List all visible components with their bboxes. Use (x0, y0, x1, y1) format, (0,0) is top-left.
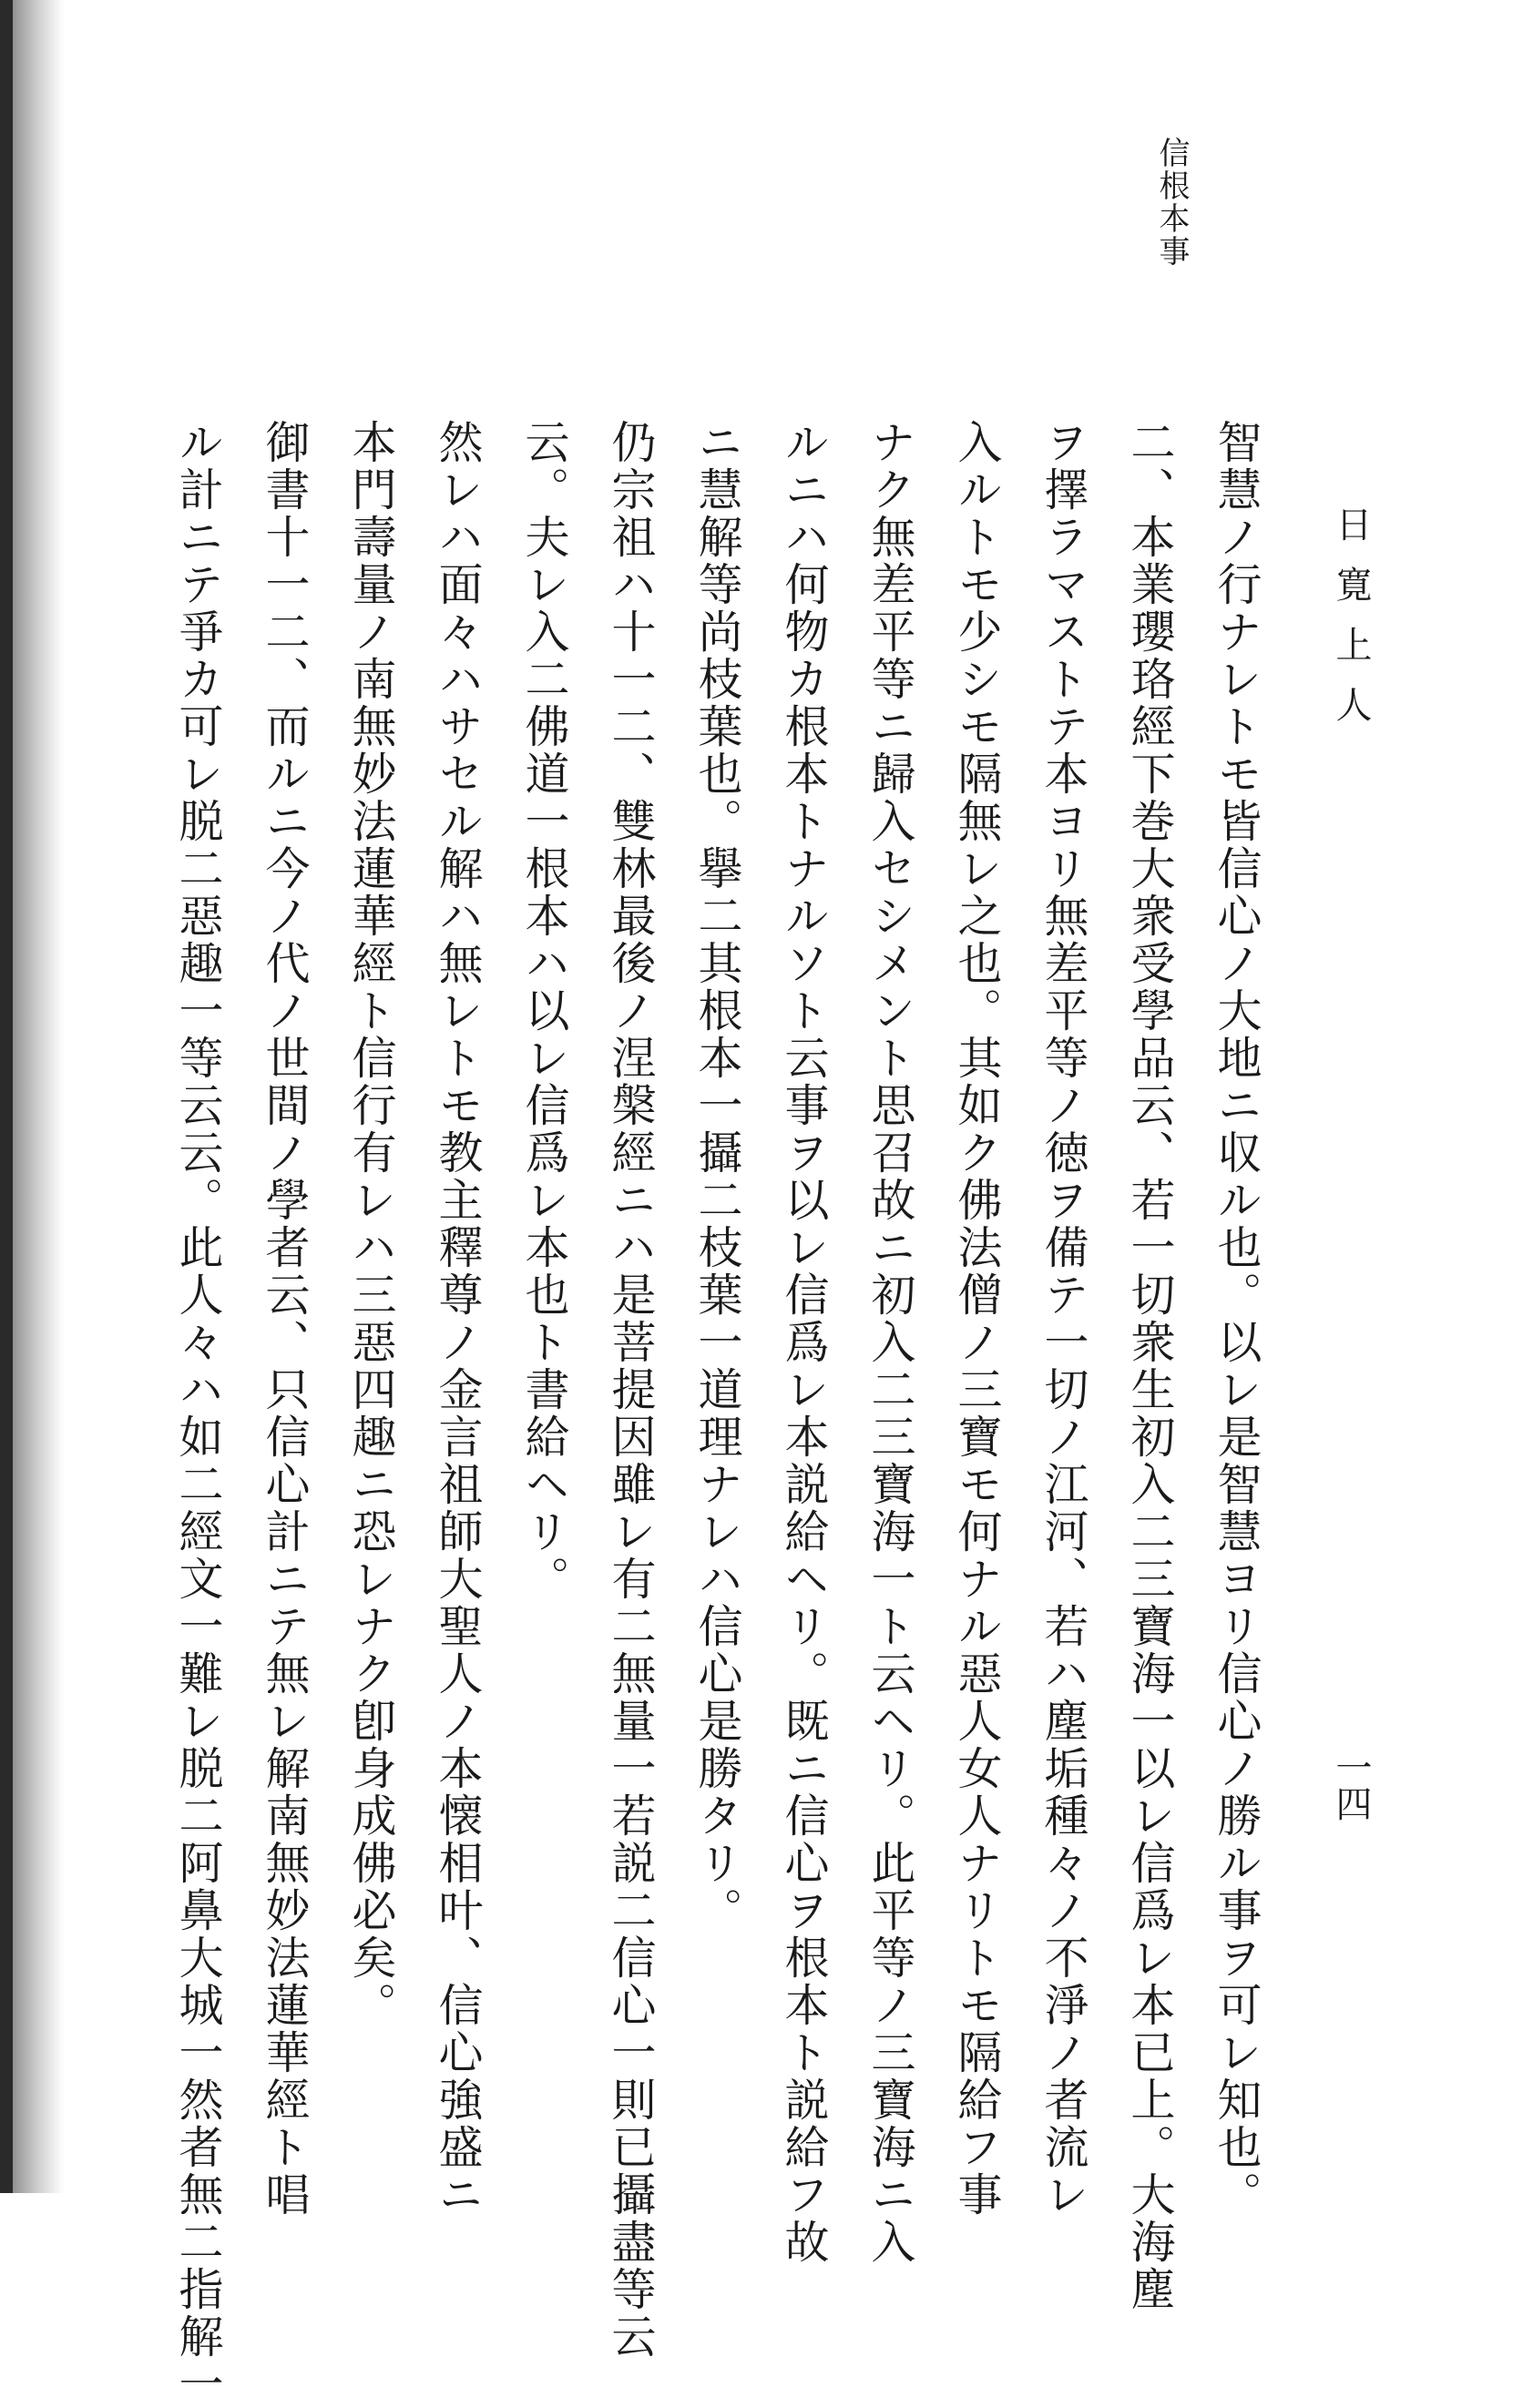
text-line-13: ル計ニテ爭カ可レ脱二惡趣一等云云。此人々ハ如二經文一難レ脱二阿鼻大城一然者無二指解一 (172, 419, 224, 2408)
text-line-11: 本門壽量ノ南無妙法蓮華經ト信行有レハ三惡四趣ニ恐レナク卽身成佛必矣。 (345, 419, 397, 2029)
text-line-7: ニ慧解等尚枝葉也。擧二其根本一攝二枝葉一道理ナレハ信心是勝タリ。 (691, 419, 743, 1934)
text-line-6: ルニハ何物カ根本トナルソト云事ヲ以レ信爲レ本説給ヘリ。既ニ信心ヲ根本ト説給フ故 (778, 419, 830, 2266)
running-title: 信根本事 (1153, 137, 1190, 268)
scan-gutter-edge (0, 0, 13, 2193)
text-line-10: 然レハ面々ハサセル解ハ無レトモ教主釋尊ノ金言祖師大聖人ノ本懐相叶、信心強盛ニ (432, 419, 484, 2219)
text-line-1: 智慧ノ行ナレトモ皆信心ノ大地ニ収ル也。以レ是智慧ヨリ信心ノ勝ル事ヲ可レ知也。 (1211, 419, 1262, 2219)
text-line-5: ナク無差平等ニ歸入セシメント思召故ニ初入二三寶海一ト云ヘリ。此平等ノ三寶海ニ入 (864, 419, 916, 2266)
author-header: 日寛上人 (1330, 505, 1372, 746)
text-line-9: 云。夫レ入二佛道一根本ハ以レ信爲レ本也ト書給ヘリ。 (518, 419, 570, 1603)
text-line-4: 入ルトモ少シモ隔無レ之也。其如ク佛法僧ノ三寶モ何ナル惡人女人ナリトモ隔給フ事 (951, 419, 1003, 2219)
text-line-12: 御書十一二、而ルニ今ノ代ノ世間ノ學者云、只信心計ニテ無レ解南無妙法蓮華經ト唱 (259, 419, 311, 2219)
text-line-2: 二、本業瓔珞經下巻大衆受學品云、若一切衆生初入二三寶海一以レ信爲レ本已上。大海塵 (1124, 419, 1176, 2313)
text-line-3: ヲ擇ラマストテ本ヨリ無差平等ノ徳ヲ備テ一切ノ江河、若ハ塵垢種々ノ不淨ノ者流レ (1037, 419, 1089, 2219)
body-text (172, 419, 1280, 2408)
page-number: 一四 (1330, 1749, 1372, 1821)
text-line-8: 仍宗祖ハ十一二、雙林最後ノ涅槃經ニハ是菩提因雖レ有二無量一若説二信心一則已攝盡等云 (605, 419, 657, 2361)
